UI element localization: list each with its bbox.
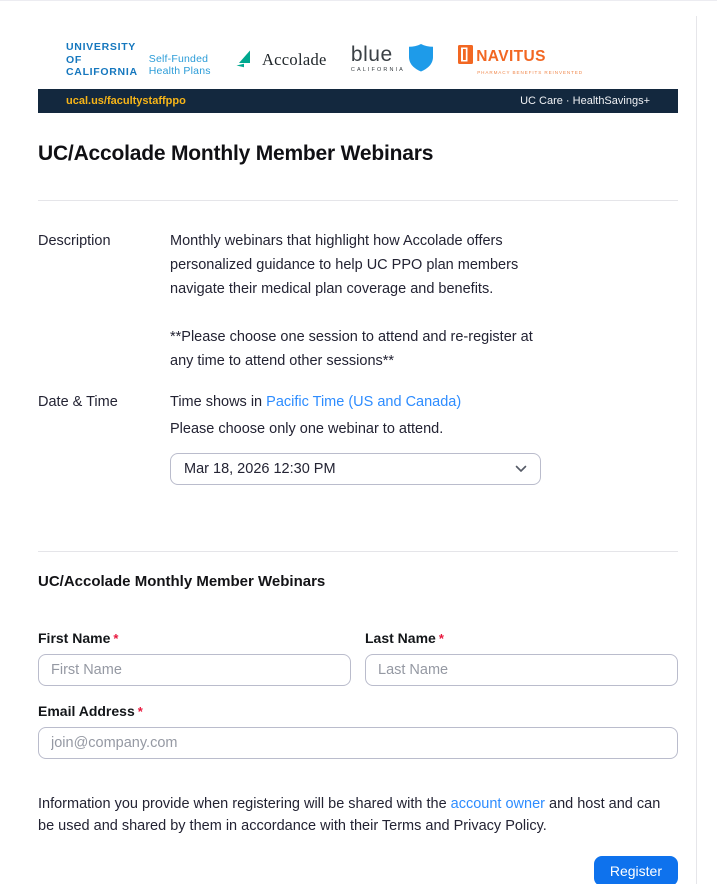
registration-page <box>0 31 717 884</box>
first-name-field-block <box>38 630 351 686</box>
page-title: UC/Accolade Monthly Member Webinars <box>38 142 434 165</box>
logo-strip <box>38 31 678 89</box>
navitus-logo <box>458 45 583 75</box>
register-button[interactable]: Register <box>594 856 678 884</box>
email-label <box>38 703 678 720</box>
disclaimer-before: Information you provide when registering will be shared with the <box>38 796 451 812</box>
first-name-label-text: First Name <box>38 630 111 646</box>
accolade-triangle-icon <box>235 48 256 73</box>
divider <box>38 551 678 552</box>
navitus-tagline: PHARMACY BENEFITS REINVENTED <box>477 70 583 75</box>
session-instruction: Please choose only one webinar to attend. <box>170 421 444 437</box>
email-input[interactable] <box>38 727 678 759</box>
description-content <box>170 229 552 373</box>
chevron-down-icon <box>515 465 527 473</box>
uc-logo-wordmark <box>66 41 138 79</box>
disclaimer-after: and host and can be used and shared by them in accordance with their Terms and Privacy Policy. <box>38 796 661 834</box>
blue-shield-icon <box>408 44 434 77</box>
email-field-block <box>38 703 678 759</box>
blue-shield-california-logo <box>351 44 434 77</box>
navitus-wordmark: NAVITUS <box>476 48 546 65</box>
register-row <box>38 856 678 884</box>
uc-health-plans-logo <box>66 41 211 79</box>
uc-logo-line: OF <box>66 53 82 66</box>
navitus-row <box>458 45 583 69</box>
accolade-wordmark: Accolade <box>261 50 327 69</box>
account-owner-link[interactable]: account owner <box>450 796 545 812</box>
plans-text: UC Care · HealthSavings+ <box>520 95 650 107</box>
form-section-title: UC/Accolade Monthly Member Webinars <box>38 573 326 590</box>
uc-logo-line: CALIFORNIA <box>66 66 138 79</box>
first-name-input[interactable] <box>38 654 351 686</box>
date-time-content <box>170 390 541 485</box>
email-label-text: Email Address <box>38 703 135 719</box>
header-banner <box>38 31 678 113</box>
first-name-label <box>38 630 351 647</box>
required-asterisk: * <box>113 631 119 646</box>
accolade-logo <box>235 48 327 73</box>
uc-tagline-line: Health Plans <box>148 65 211 78</box>
blue-shield-subtext: CALIFORNIA <box>350 66 405 73</box>
description-label: Description <box>38 233 111 249</box>
uc-tagline-line: Self-Funded <box>148 52 209 65</box>
description-paragraph-2: **Please choose one session to attend and re-register at any time to attend other sessions** <box>170 329 533 369</box>
uc-logo-tagline <box>149 53 211 79</box>
last-name-field-block <box>365 630 678 686</box>
date-time-label: Date & Time <box>38 394 118 410</box>
description-row <box>38 229 678 373</box>
uc-logo-line: UNIVERSITY <box>66 41 137 54</box>
required-asterisk: * <box>438 631 444 646</box>
timezone-line <box>170 390 541 414</box>
selected-session-text: Mar 18, 2026 12:30 PM <box>184 461 336 477</box>
banner-navy-bar <box>38 89 678 113</box>
blue-shield-wordmark: blue <box>350 42 393 66</box>
timezone-prefix: Time shows in <box>170 394 267 410</box>
required-asterisk: * <box>137 704 143 719</box>
last-name-label <box>365 630 678 647</box>
navitus-door-icon <box>458 45 473 69</box>
divider <box>38 200 678 201</box>
scrollbar-track[interactable] <box>696 16 717 884</box>
timezone-link[interactable]: Pacific Time (US and Canada) <box>266 394 462 410</box>
name-fields-row <box>38 630 678 686</box>
date-time-row <box>38 390 678 485</box>
session-select-dropdown[interactable] <box>170 453 541 485</box>
last-name-input[interactable] <box>365 654 678 686</box>
disclaimer-text <box>38 793 678 837</box>
facultystaffppo-url-link[interactable]: ucal.us/facultystaffppo <box>66 95 186 107</box>
blue-shield-text <box>351 44 405 73</box>
description-paragraph-1: Monthly webinars that highlight how Accolade offers personalized guidance to help UC PPO plan members navigate their medical plan coverage and benefits. <box>170 233 519 297</box>
last-name-label-text: Last Name <box>365 630 436 646</box>
